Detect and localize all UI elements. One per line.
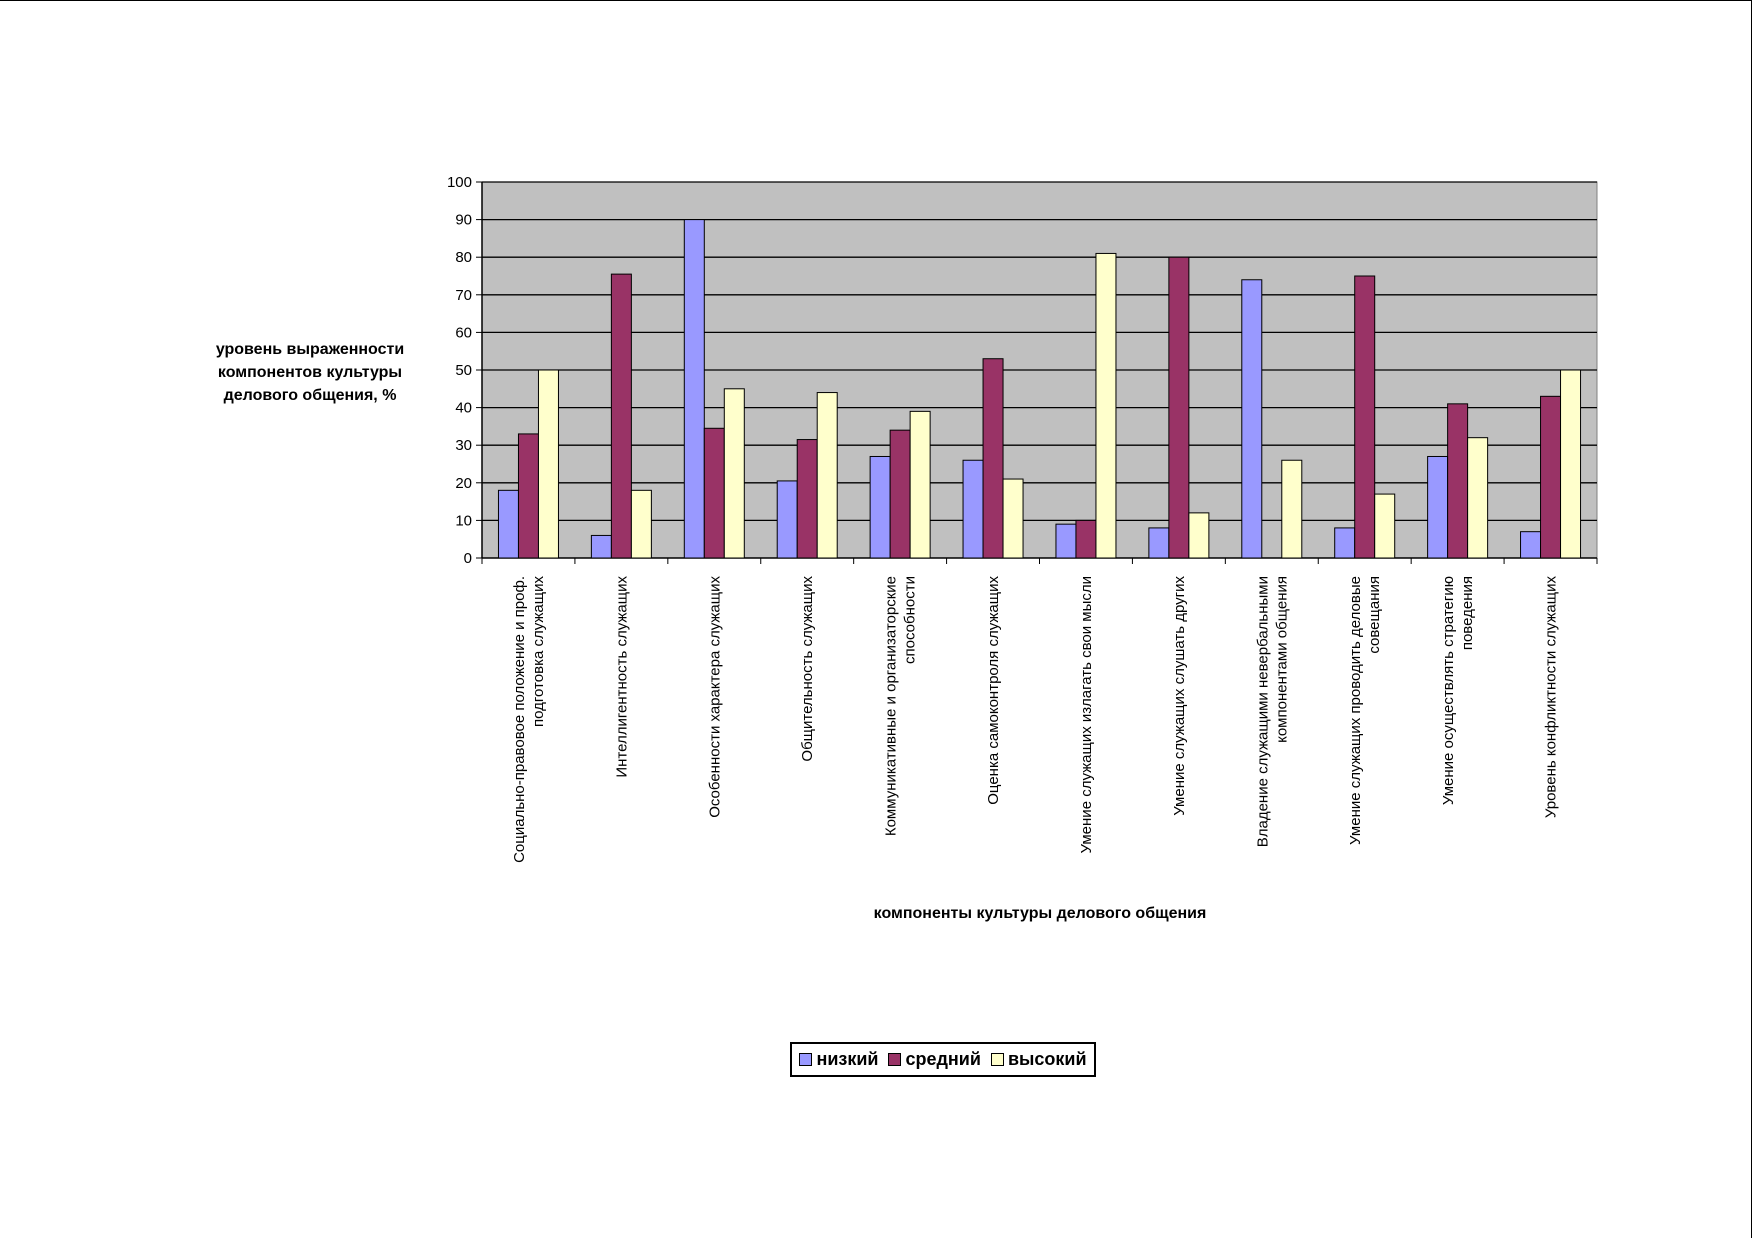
x-tick-label-line: Умение служащих излагать свои мысли	[1077, 576, 1095, 854]
bar-high	[1003, 479, 1023, 558]
bar-high	[1189, 513, 1209, 558]
x-tick-label	[511, 576, 547, 863]
bar-high	[910, 411, 930, 558]
bar-high	[538, 370, 558, 558]
bar-high	[724, 389, 744, 558]
bar-low	[1056, 524, 1076, 558]
y-axis-title	[195, 338, 425, 407]
x-tick-label-line: Социально-правовое положение и проф.	[510, 576, 528, 863]
bar-low	[498, 490, 518, 558]
bar-medium	[611, 274, 631, 558]
y-tick-label: 0	[463, 550, 472, 567]
bar-low	[684, 220, 704, 558]
bar-high	[817, 393, 837, 558]
legend-swatch-low	[799, 1053, 812, 1066]
x-tick-label-line: Оценка самоконтроля служащих	[985, 576, 1003, 805]
legend	[790, 1042, 1096, 1077]
bar-low	[777, 481, 797, 558]
legend-item-medium	[888, 1049, 980, 1070]
x-tick-label-line: Уровень конфликтности служащих	[1542, 576, 1560, 819]
x-tick-label	[1254, 576, 1290, 847]
bar-high	[631, 490, 651, 558]
x-tick-label-line: Умение служащих проводить деловые	[1347, 576, 1365, 845]
x-tick-label	[1543, 576, 1560, 819]
x-tick-label-line: компонентами общения	[1273, 576, 1291, 743]
bar-high	[1096, 253, 1116, 558]
x-tick-label-line: способности	[901, 576, 919, 664]
x-tick-label-line: поведения	[1459, 576, 1477, 651]
bar-medium	[1355, 276, 1375, 558]
legend-label-low: низкий	[816, 1049, 879, 1069]
y-tick-label: 60	[455, 324, 472, 342]
x-tick-label	[883, 576, 919, 836]
y-tick-label: 30	[455, 437, 472, 455]
x-tick-label-line: совещания	[1366, 576, 1384, 654]
y-tick-label: 90	[455, 211, 472, 229]
bar-medium	[890, 430, 910, 558]
bar-high	[1282, 460, 1302, 558]
bar-low	[1149, 528, 1169, 558]
y-tick-label: 70	[455, 286, 472, 304]
x-tick-label-line: Коммуникативные и организаторские	[882, 576, 900, 837]
bar-low	[591, 535, 611, 558]
x-tick-label	[1171, 576, 1188, 816]
bar-low	[1521, 532, 1541, 558]
x-tick-label	[1078, 576, 1095, 853]
bar-low	[870, 456, 890, 558]
legend-item-low	[799, 1049, 878, 1070]
y-tick-label: 20	[455, 474, 472, 492]
x-tick-label-line: Умение служащих слушать других	[1170, 576, 1188, 816]
x-tick-label	[799, 576, 816, 762]
bar-medium	[518, 434, 538, 558]
bar-medium	[1076, 520, 1096, 558]
bar-low	[1242, 280, 1262, 558]
bar-medium	[983, 359, 1003, 558]
x-tick-label	[1347, 576, 1383, 845]
bar-high	[1561, 370, 1581, 558]
x-tick-label-line: Владение служащими невербальными	[1254, 576, 1272, 848]
x-axis-title: компоненты культуры делового общения	[873, 905, 1207, 922]
y-axis-title-line-3: делового общения, %	[223, 387, 397, 404]
x-tick-label	[1440, 576, 1476, 805]
y-axis-title-line-1: уровень выраженности	[215, 341, 405, 358]
x-tick-label	[613, 576, 630, 778]
y-tick-label: 100	[446, 174, 472, 191]
bar-medium	[1541, 396, 1561, 558]
x-tick-label	[985, 576, 1002, 805]
bar-medium	[797, 440, 817, 558]
x-tick-label-line: подготовка служащих	[529, 576, 547, 727]
y-axis-title-line-2: компонентов культуры	[217, 364, 403, 381]
x-tick-label-line: Умение осуществлять стратегию	[1440, 576, 1458, 806]
legend-label-high: высокий	[1007, 1049, 1087, 1069]
x-tick-label-line: Общительность служащих	[799, 576, 817, 762]
y-tick-label: 10	[455, 512, 472, 530]
legend-label-medium: средний	[905, 1049, 981, 1069]
bar-medium	[704, 428, 724, 558]
legend-item-high	[991, 1049, 1087, 1070]
legend-swatch-high	[991, 1053, 1004, 1066]
y-tick-label: 80	[455, 249, 472, 267]
y-tick-label: 50	[455, 362, 472, 379]
bar-low	[1335, 528, 1355, 558]
x-tick-label-line: Интеллигентность служащих	[613, 576, 631, 778]
bar-high	[1375, 494, 1395, 558]
y-tick-label: 40	[455, 399, 472, 417]
bar-high	[1468, 438, 1488, 558]
bar-medium	[1448, 404, 1468, 558]
bar-low	[963, 460, 983, 558]
bar-medium	[1169, 257, 1189, 558]
bar-low	[1428, 456, 1448, 558]
x-tick-label-line: Особенности характера служащих	[706, 576, 724, 818]
x-tick-label	[706, 576, 723, 818]
legend-swatch-medium	[888, 1053, 901, 1066]
